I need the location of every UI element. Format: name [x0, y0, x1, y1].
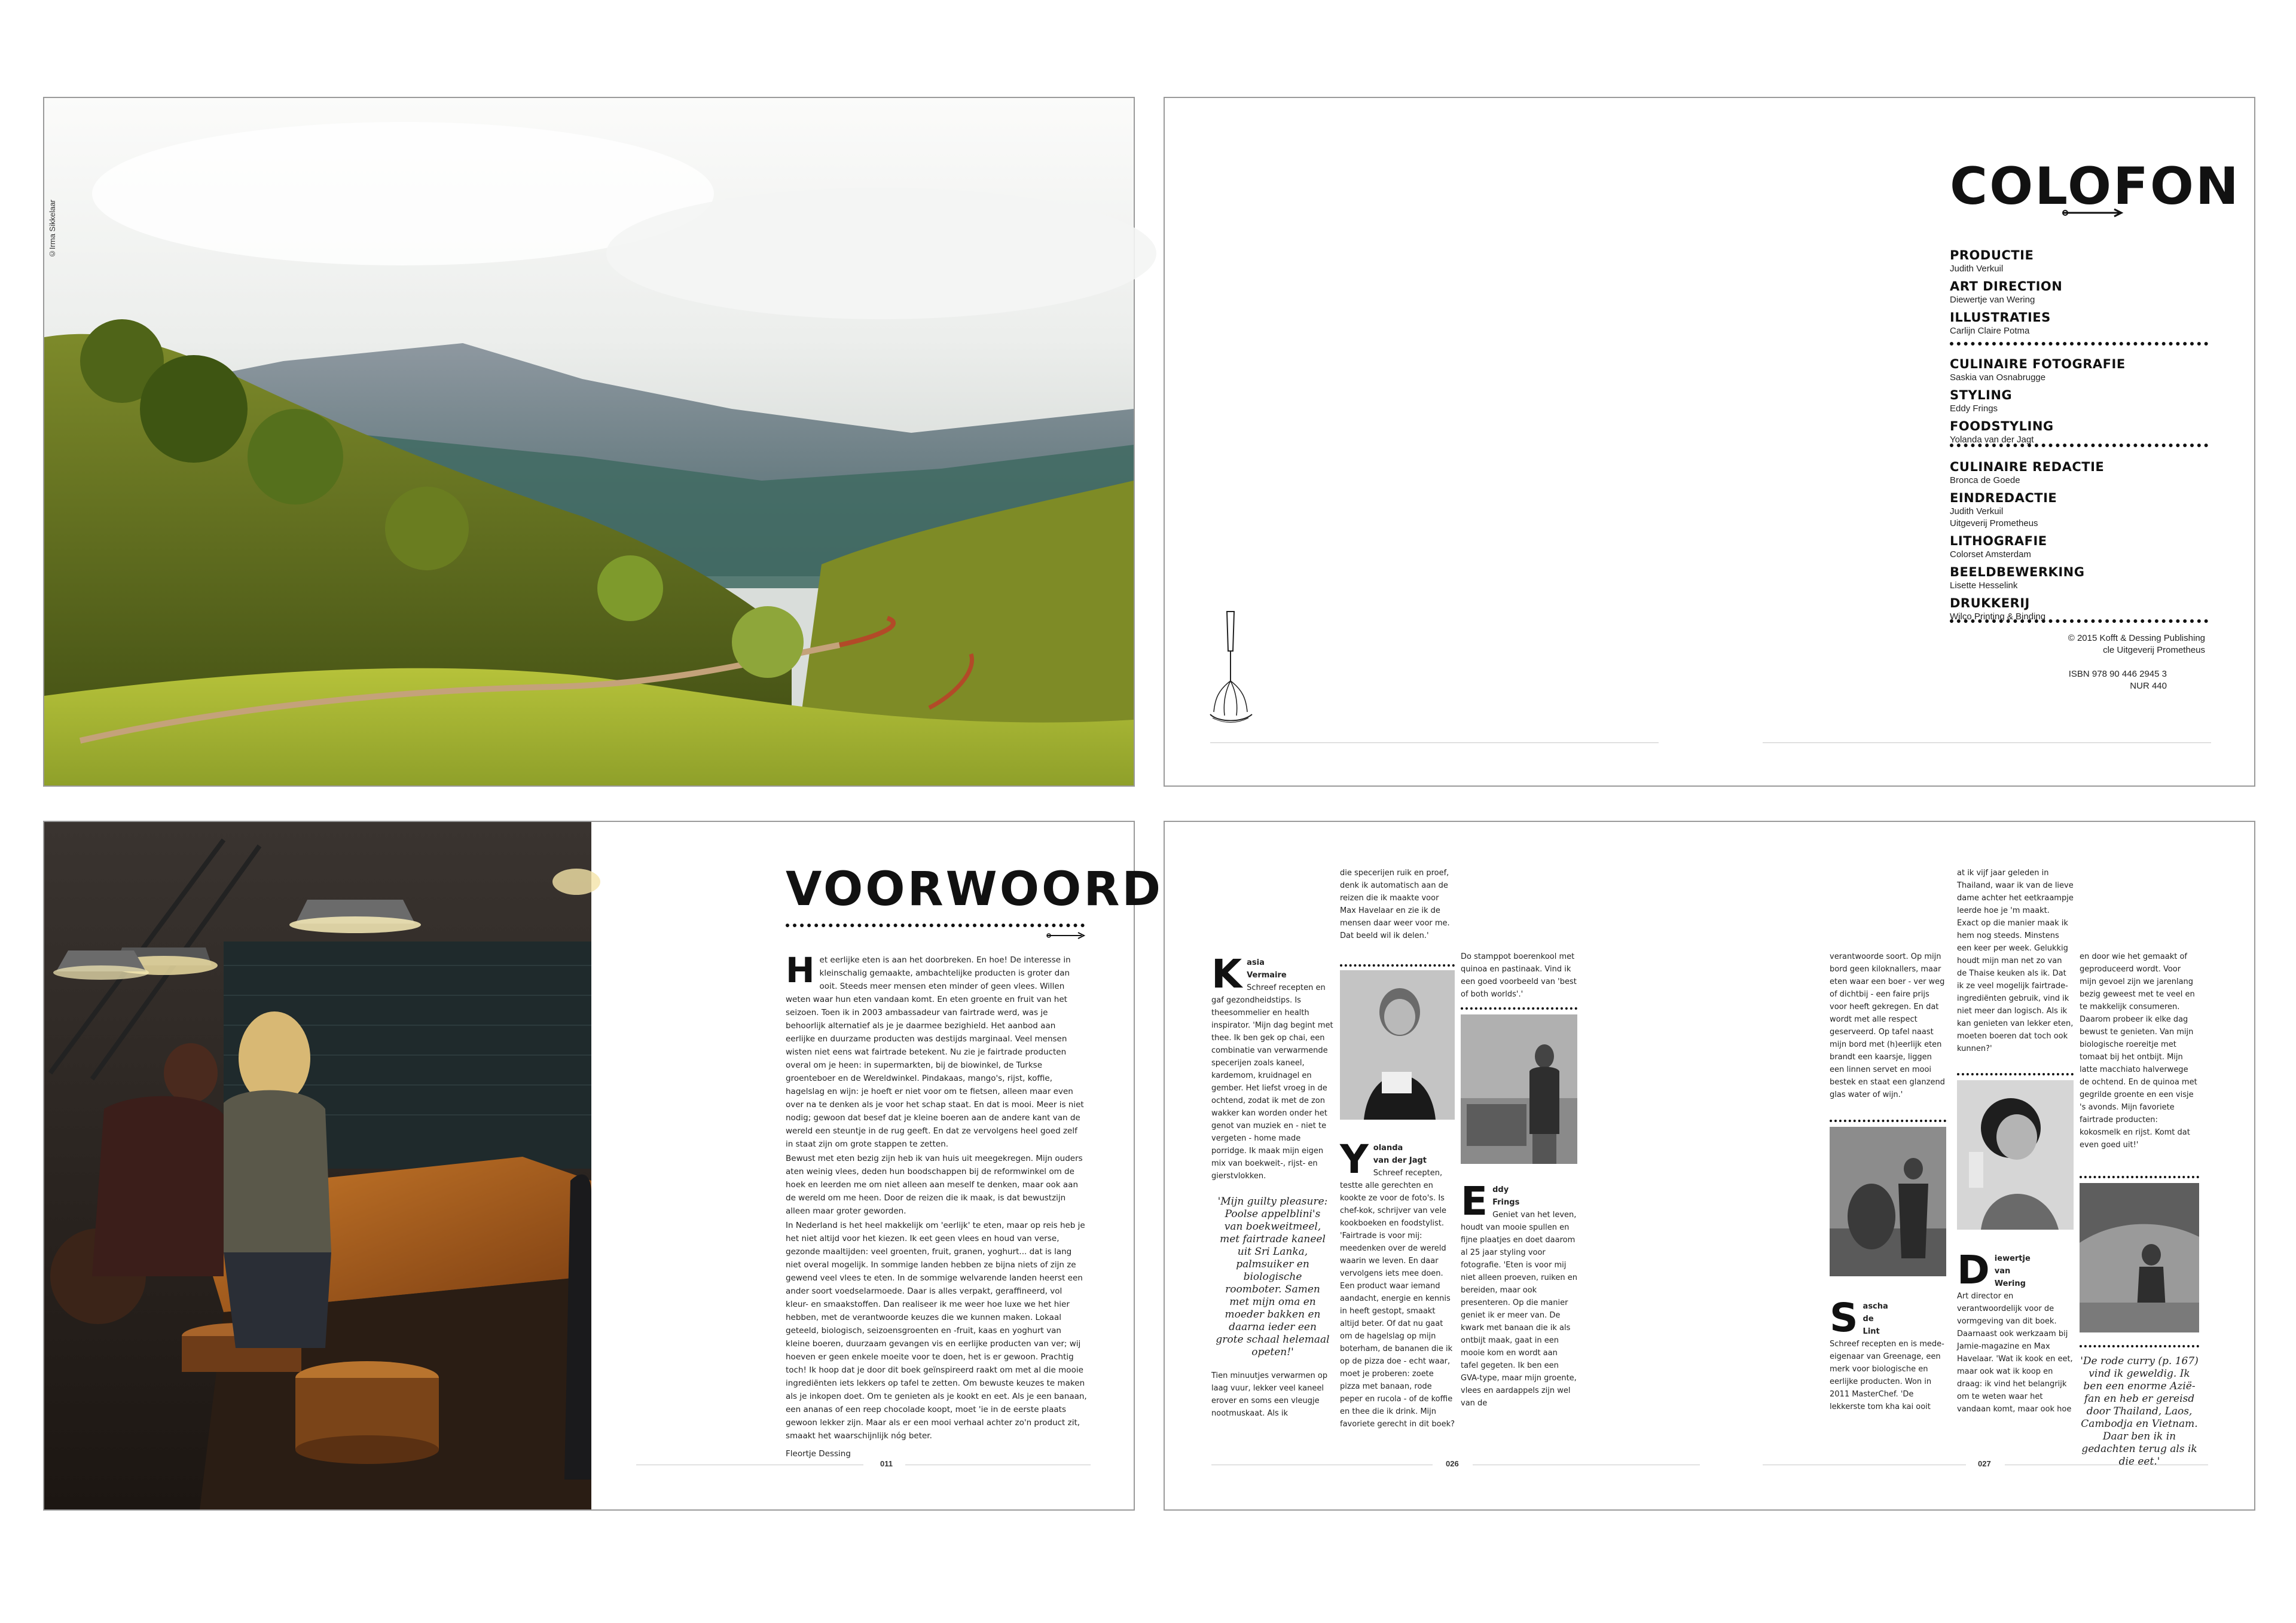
- colofon-spread: [1164, 97, 2255, 787]
- colofon-group-1: [1950, 247, 2261, 341]
- col-6-top: [2080, 950, 2199, 1151]
- colofon-group-2: [1950, 356, 2261, 450]
- arrow-icon: [1046, 931, 1088, 940]
- voorwoord-signature: Fleortje Dessing: [786, 1449, 851, 1459]
- dropcap: K: [1211, 951, 1242, 997]
- potato-masher-icon: [1207, 609, 1254, 729]
- colofon-heading: DRUKKERIJ: [1950, 596, 2030, 610]
- bio-text: Art director en verantwoordelijk voor de vormgeving van dit boek. Daarnaast ook werkzaam bij Jamie-magazine en Max Havelaar. 'Wat ik kook en eet, maar ook wat ik koop en draag: ik vind het belangrijk om te weten waar het vandaan komt, maar ook hoe: [1957, 1292, 2073, 1414]
- isbn: ISBN 978 90 446 2945 3: [2068, 669, 2167, 679]
- photo-credit: ©Irma Sikkelaar: [48, 200, 57, 259]
- arrow-icon: [2062, 207, 2127, 219]
- dotted-divider: [1340, 964, 1455, 967]
- dotted-divider: [1950, 342, 2208, 346]
- landscape-photo: [44, 98, 1134, 785]
- colofon-group-3: [1950, 459, 2261, 626]
- page-number: 027: [1978, 1459, 1991, 1468]
- colofon-value: Wilco Printing & Binding: [1950, 612, 2046, 622]
- footer-rule: [1210, 742, 1659, 743]
- colofon-value: Lisette Hesselink: [1950, 580, 2018, 591]
- col-2-top: [1340, 867, 1455, 942]
- team-spread: [1164, 821, 2255, 1511]
- nur: NUR 440: [2130, 681, 2167, 691]
- name-part: asia: [1247, 958, 1265, 967]
- colofon-heading: PRODUCTIE: [1950, 248, 2034, 262]
- bio-text: Schreef recepten en gaf gezondheidstips. Is theesommelier en health inspirator. 'Mijn dag begint met thee. Ik ben gek op chai, een combinatie van verwarmende specerijen zoals kaneel, kardemom, kruidnagel en gember. Het liefst vroeg in de ochtend, zodat ik met de zon wakker kan worden onder het genot van muziek en - niet te vergeten - home made porridge. Ik maak mijn eigen mix van boekweit-, rijst- en gierstvlokken.: [1211, 983, 1333, 1181]
- name-part: de: [1863, 1315, 1874, 1324]
- dotted-divider: [1950, 444, 2208, 447]
- dotted-divider: [786, 924, 1085, 927]
- voorwoord-title: VOORWOORD: [786, 863, 1164, 916]
- eddy-column: [1461, 1178, 1577, 1410]
- portrait-photo-sascha: [1830, 1127, 1946, 1276]
- dotted-divider: [1461, 1007, 1577, 1010]
- name-part: olanda: [1373, 1144, 1403, 1153]
- colofon-value: Uitgeverij Prometheus: [1950, 518, 2038, 528]
- voorwoord-paragraph: In Nederland is het heel makkelijk om 'eerlijk' te eten, maar op reis heb je het niet altijd voor het kiezen. Ik eet geen vlees en houd van verse, gezonde maaltijden: veel groenten, fruit, granen, yoghurt... dat is lang niet overal mogelijk. In sommige landen hebben ze bijna niets of zijn ze gewend veel vlees te eten. In de sommige welvarende landen heerst een ander soort voedselarmoede. Daar is alles verpakt, geraffineerd, vol kleur- en smaakstoffen. Dan realiseer ik me weer hoe luxe we het hier hebben, met de verantwoorde keuzes die we kunnen maken. Lokaal geteeld, biologisch, seizoensgroenten en -fruit, kaas en yoghurt van kleine boeren, duurzaam gevangen vis en eerlijke producten van ver; wij hoeven er geen enkele moeite voor te doen, het is er gewoon. Prachtig toch! Ik hoop dat je door dit boek geïnspireerd raakt om met al die mooie ingrediënten iets lekkers op tafel te zetten. Om bewuste keuzes te maken als je inkopen doet. Om te genieten als je kookt en eet. Als je een banaan, een ananas of een reep chocolade koopt, moet 'ie in de eerste plaats gewoon lekker zijn. Maar als er een mooi verhaal achter zo'n product zit, smaakt het waarschijnlijk nóg beter.: [786, 1221, 1087, 1441]
- page-number: 026: [1446, 1459, 1459, 1468]
- bio-text: Geniet van het leven, houdt van mooie spullen en fijne plaatjes en doet daarom al 25 jaar styling voor fotografie. 'Eten is voor mij niet alleen proeven, ruiken en bereiden, maar ook presenteren. Op die manier geniet ik er meer van. De kwark met banaan die ik als ontbijt maak, gaat in een mooie kom en wordt aan tafel gegeten. Ik ben een GVA-type, maar mijn groente, vlees en aardappels zijn wel van de: [1461, 1211, 1577, 1408]
- diewertje-column: [1957, 1247, 2074, 1416]
- colofon-heading: BEELDBEWERKING: [1950, 565, 2085, 579]
- colofon-heading: CULINAIRE REDACTIE: [1950, 460, 2105, 474]
- page-number: 011: [880, 1459, 893, 1468]
- colofon-value: Saskia van Osnabrugge: [1950, 372, 2046, 383]
- colofon-heading: STYLING: [1950, 388, 2013, 402]
- bio-text: en door wie het gemaakt of geproduceerd wordt. Voor mijn gevoel zijn we jarenlang bezig geweest met te veel en te makkelijk consumeren. Daarom probeer ik elke dag bewust te genieten. Van mijn biologische roereitje met tomaat bij het ontbijt. Mijn latte macchiato halverwege de ochtend. En de quinoa met gegrilde groente en een visje 's avonds. Mijn favoriete fairtrade producten: kokosmelk en rijst. Komt dat even goed uit!': [2080, 952, 2197, 1150]
- dropcap: Y: [1340, 1136, 1369, 1182]
- col-4-top: [1830, 950, 1946, 1101]
- bio-text: verantwoorde soort. Op mijn bord geen kiloknallers, maar eten waar een boer - ver weg of dichtbij - een faire prijs voor heeft gekregen. En dat wordt met alle respect geserveerd. Op tafel naast mijn bord met (h)eerlijk eten brandt een kaarsje, liggen een linnen servet en mooi bestek en staat een glanzend glas water of wijn.': [1830, 952, 1945, 1099]
- colofon-value: Diewertje van Wering: [1950, 295, 2035, 305]
- voorwoord-paragraph: Bewust met eten bezig zijn heb ik van huis uit meegekregen. Mijn ouders aten weinig vlees, deden hun boodschappen bij de reformwinkel om de hoek en leerden me om niet alleen aan meself te denken, maar ook aan de wereld om me heen. Door de reizen die ik maak, is dat bewustzijn alleen maar groter geworden.: [786, 1154, 1083, 1216]
- voorwoord-paragraph: et eerlijke eten is aan het doorbreken. En hoe! De interesse in kleinschalig gemaakte, ambachtelijke producten is groter dan ooit. Steeds meer mensen eten minder of geen vlees. Willen weten waar hun eten vandaan komt. En eten groente en fruit van het seizoen. Toen ik in 2003 ambassadeur van fairtrade werd, was je behoorlijk alternatief als je je daarmee bezighield. Het aanbod aan eerlijke en duurzame producten was destijds marginaal. Veel mensen wisten niet eens wat fairtrade betekent. Nu zie je fairtrade producten overal om je heen: in supermarkten, bij de biowinkel, de Turkse groenteboer en de Wereldwinkel. Pindakaas, mango's, rijst, koffie, hagelslag en wijn: je hoeft er niet voor om te fietsen, alleen maar even over na te denken als je voor het schap staat. En dat is mooi. Meer is niet nodig; gewoon dat besef dat je kleine boeren aan de andere kant van de wereld een steuntje in de rug geeft. En dat ze vervolgens heel goed zelf in staat zijn om grote stappen te zetten.: [786, 955, 1084, 1149]
- bio-text: Schreef recepten en is mede-eigenaar van Greenage, een merk voor biologische en eerlijke producten. Won in 2011 MasterChef. 'De lekkerste tom kha kai ooit: [1830, 1340, 1944, 1411]
- yolanda-column: [1340, 1136, 1455, 1431]
- name-part: ascha: [1863, 1302, 1888, 1311]
- colofon-value: Yolanda van der Jagt: [1950, 435, 2034, 445]
- dropcap: E: [1461, 1178, 1488, 1224]
- colofon-heading: ART DIRECTION: [1950, 279, 2063, 294]
- dotted-divider: [2080, 1176, 2199, 1178]
- colofon-value: Eddy Frings: [1950, 404, 1998, 414]
- dotted-divider: [1950, 619, 2208, 623]
- col-5-top: [1957, 867, 2074, 1055]
- colofon-heading: EINDREDACTIE: [1950, 491, 2057, 505]
- bio-text: Tien minuutjes verwarmen op laag vuur, lekker veel kaneel erover en soms een vleugje nootmuskaat. Als ik: [1211, 1371, 1328, 1418]
- portrait-photo-eddy: [2080, 1183, 2199, 1332]
- colofon-heading: LITHOGRAFIE: [1950, 534, 2047, 548]
- dotted-divider: [1957, 1073, 2074, 1075]
- name-part: Lint: [1863, 1327, 1880, 1336]
- colofon-value: Carlijn Claire Potma: [1950, 326, 2030, 336]
- bio-text: Do stamppot boerenkool met quinoa en pastinaak. Vind ik een goed voorbeeld van 'best of both worlds'.': [1461, 952, 1577, 999]
- sascha-column: [1830, 1295, 1946, 1413]
- name-part: Vermaire: [1247, 971, 1287, 980]
- copyright-line: © 2015 Kofft & Dessing Publishing: [2068, 633, 2205, 643]
- footer-rule: [1763, 742, 2211, 743]
- colofon-value: Judith Verkuil: [1950, 264, 2004, 274]
- bio-text: at ik vijf jaar geleden in Thailand, waar ik van de lieve dame achter het eetkraampje leerde hoe je 'm maakt. Exact op die manier maak ik hem nog steeds. Minstens een keer per week. Gelukkig houdt mijn man net zo van de Thaise keuken als ik. Dat ik ze veel mogelijk fairtrade-ingrediënten gebruik, vind ik niet meer dan logisch. Als ik kan genieten van lekker eten, moeten boeren dat toch ook kunnen?': [1957, 869, 2074, 1053]
- dotted-divider: [1830, 1120, 1946, 1122]
- cafe-photo: [44, 822, 591, 1509]
- colofon-value: Bronca de Goede: [1950, 475, 2020, 485]
- name-part: iewertje: [1994, 1254, 2031, 1263]
- voorwoord-body: [786, 950, 1087, 1459]
- copyright-line: cle Uitgeverij Prometheus: [2103, 645, 2205, 655]
- bio-text: Schreef recepten, testte alle gerechten en kookte ze voor de foto's. Is chef-kok, schrijver van vele kookboeken en foodstylist. 'Fairtrade is voor mij: meedenken over de wereld waarin we leven. En daar vervolgens iets mee doen. Een product waar iemand aandacht, energie en kennis in heeft gestopt, smaakt altijd beter. Of dat nu gaat om de hagelslag op mijn boterham, de bananen die ik op de pizza doe - echt waar, moet je proberen: zoete pizza met banaan, rode peper en rucola - of de koffie en thee die ik drink. Mijn favoriete gerecht in dit boek?: [1340, 1169, 1455, 1429]
- col-3-top: [1461, 950, 1577, 1001]
- portrait-photo-yolanda: [1461, 1014, 1577, 1164]
- dropcap: H: [786, 950, 815, 991]
- name-part: Frings: [1492, 1198, 1520, 1207]
- colofon-title: COLOFON: [1950, 157, 2240, 216]
- portrait-photo-kasia: [1340, 970, 1455, 1120]
- colofon-heading: ILLUSTRATIES: [1950, 310, 2051, 325]
- kasia-column: [1211, 951, 1334, 1420]
- landscape-spread: [43, 97, 1135, 787]
- colofon-heading: CULINAIRE FOTOGRAFIE: [1950, 357, 2126, 371]
- isbn-block: [2069, 668, 2167, 692]
- copyright: [2068, 632, 2205, 656]
- colofon-heading: FOODSTYLING: [1950, 419, 2054, 433]
- name-part: van: [1994, 1267, 2011, 1276]
- dotted-divider: [2080, 1345, 2199, 1347]
- name-part: van der Jagt: [1373, 1156, 1427, 1165]
- voorwoord-spread: [43, 821, 1164, 1511]
- bio-text: die specerijen ruik en proef, denk ik automatisch aan de reizen die ik maakte voor Max Havelaar en zie ik de mensen daar weer voor me. Dat beeld wil ik delen.': [1340, 869, 1450, 940]
- name-part: Wering: [1994, 1279, 2026, 1288]
- colofon-value: Judith Verkuil: [1950, 506, 2004, 516]
- dropcap: D: [1957, 1247, 1990, 1293]
- diewertje-quote: 'De rode curry (p. 167) vind ik geweldig. Ik ben een enorme Azië-fan en heb er gereisd door Thailand, Laos, Cambodja en Vietnam. Daar ben ik in gedachten terug als ik die eet.': [2080, 1355, 2199, 1468]
- portrait-photo-diewertje: [1957, 1080, 2074, 1230]
- name-part: ddy: [1492, 1185, 1509, 1194]
- colofon-value: Colorset Amsterdam: [1950, 549, 2031, 560]
- kasia-quote: 'Mijn guilty pleasure: Poolse appelblini's van boekweitmeel, met fairtrade kaneel uit Sri Lanka, palmsuiker en biologische roomboter. Samen met mijn oma en moeder bakken en daarna ieder een grote schaal helemaal opeten!': [1216, 1196, 1330, 1358]
- dropcap: S: [1830, 1295, 1858, 1341]
